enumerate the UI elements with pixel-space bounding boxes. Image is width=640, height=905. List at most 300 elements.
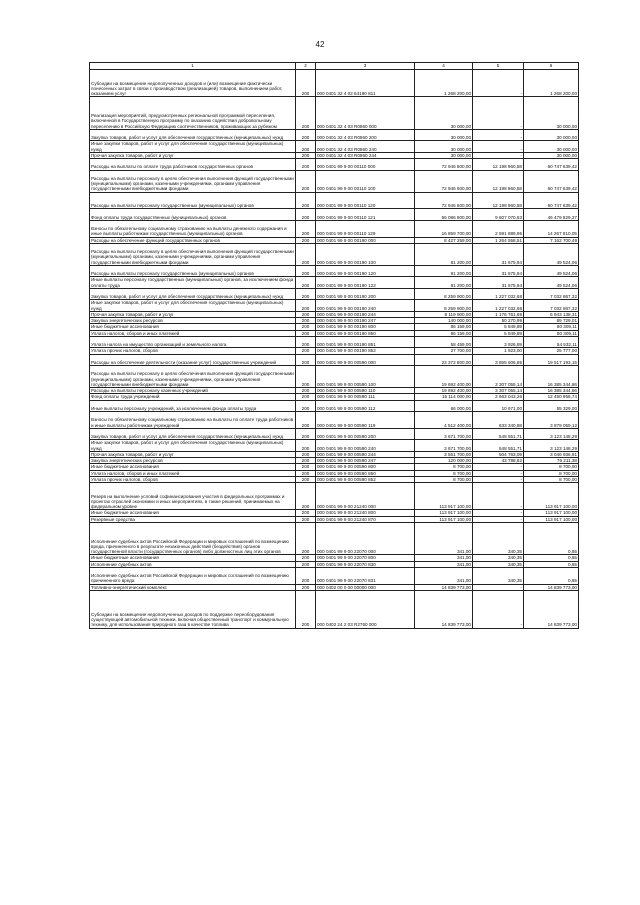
- row-name: Уплата налогов, сборов и иных платежей: [90, 330, 296, 336]
- row-name: Расходы на выплаты персоналу казенных учреждений: [90, 388, 296, 394]
- row-approved-amount: 72 946 600,00: [415, 170, 473, 192]
- row-executed-amount: 9 607 070,63: [473, 209, 524, 221]
- table-row: [90, 192, 579, 209]
- row-line-code: 200: [296, 209, 316, 221]
- table-row: [90, 70, 579, 97]
- row-approved-amount: 113 917 100,00: [415, 510, 473, 516]
- row-approved-amount: 113 917 100,00: [415, 483, 473, 510]
- row-budget-code: 000 0401 99 9 00 00590 000: [316, 354, 415, 366]
- row-line-code: 200: [296, 440, 316, 452]
- row-approved-amount: 8 119 900,00: [415, 311, 473, 317]
- row-executed-amount: -: [473, 584, 524, 590]
- row-line-code: 200: [296, 129, 316, 141]
- row-remaining-amount: 30 000,00: [524, 141, 579, 153]
- row-line-code: 200: [296, 458, 316, 464]
- row-name: Субсидии на возмещение недополученных доходов и (или) возмещение фактически понесенных затрат в связи с производством (реализацией) товаров, выполнением работ, оказанием услуг: [90, 70, 296, 97]
- row-remaining-amount: 3 879 059,12: [524, 412, 579, 429]
- row-name: Расходы на обеспечение деятельности (оказание услуг) государственных учреждений: [90, 354, 296, 366]
- row-executed-amount: 340,35: [473, 567, 524, 584]
- row-line-code: 200: [296, 394, 316, 400]
- table-row: [90, 522, 579, 555]
- row-line-code: 200: [296, 464, 316, 470]
- row-executed-amount: 1 923,00: [473, 348, 524, 354]
- row-budget-code: 000 0401 99 9 00 00190 120: [316, 265, 415, 277]
- row-executed-amount: 50 270,99: [473, 318, 524, 324]
- table-row: [90, 170, 579, 192]
- row-approved-amount: 4 512 400,00: [415, 412, 473, 429]
- row-line-code: 200: [296, 590, 316, 628]
- row-approved-amount: 30 000,00: [415, 141, 473, 153]
- table-row: [90, 366, 579, 388]
- row-budget-code: 000 0401 99 9 00 22070 831: [316, 567, 415, 584]
- row-line-code: 200: [296, 388, 316, 394]
- row-approved-amount: 8 700,00: [415, 464, 473, 470]
- row-remaining-amount: 7 032 867,32: [524, 300, 579, 312]
- row-name: Расходы на выплаты персоналу в целях обеспечения выполнения функций государственными (муниципальными) органами, казенными учреждениями, органами управления государственными внебюджетными фондами: [90, 243, 296, 265]
- table-row: [90, 141, 579, 153]
- row-approved-amount: 113 917 100,00: [415, 516, 473, 522]
- row-approved-amount: 72 946 600,00: [415, 192, 473, 209]
- row-line-code: 200: [296, 483, 316, 510]
- row-budget-code: 000 0401 99 9 00 00590 112: [316, 400, 415, 412]
- row-name: Иные бюджетные ассигнования: [90, 510, 296, 516]
- row-executed-amount: 633 340,88: [473, 412, 524, 429]
- row-line-code: 200: [296, 561, 316, 567]
- row-line-code: 200: [296, 412, 316, 429]
- table-row: [90, 288, 579, 300]
- row-approved-amount: 14 839 773,00: [415, 590, 473, 628]
- table-row: [90, 265, 579, 277]
- row-name: Расходы на выплаты персоналу государственных (муниципальных) органов: [90, 265, 296, 277]
- row-name: Иные выплаты персоналу государственных (муниципальных) органов, за исключением фонда оплаты труда: [90, 277, 296, 289]
- row-approved-amount: 341,00: [415, 522, 473, 555]
- row-executed-amount: 504 763,09: [473, 451, 524, 457]
- table-row: [90, 97, 579, 130]
- row-remaining-amount: 0,65: [524, 555, 579, 561]
- row-remaining-amount: 54 532,11: [524, 336, 579, 348]
- row-executed-amount: 340,35: [473, 561, 524, 567]
- row-budget-code: 000 0401 99 9 00 00110 129: [316, 220, 415, 237]
- row-line-code: 200: [296, 243, 316, 265]
- row-remaining-amount: 3 123 148,29: [524, 440, 579, 452]
- table-row: [90, 451, 579, 457]
- row-name: Уплата налога на имущество организаций и земельного налога: [90, 336, 296, 348]
- row-executed-amount: 340,35: [473, 555, 524, 561]
- table-row: [90, 220, 579, 237]
- row-line-code: 200: [296, 152, 316, 158]
- row-remaining-amount: 8 700,00: [524, 476, 579, 482]
- row-budget-code: 000 0401 99 9 00 00590 247: [316, 458, 415, 464]
- row-budget-code: 000 0401 99 9 00 00190 850: [316, 330, 415, 336]
- row-executed-amount: -: [473, 510, 524, 516]
- row-budget-code: 000 0401 99 9 00 00190 247: [316, 318, 415, 324]
- row-budget-code: 000 0401 99 9 00 00590 800: [316, 464, 415, 470]
- row-line-code: 200: [296, 510, 316, 516]
- row-name: Иные бюджетные ассигнования: [90, 324, 296, 330]
- table-row: [90, 318, 579, 324]
- row-remaining-amount: 49 524,06: [524, 277, 579, 289]
- row-line-code: 200: [296, 567, 316, 584]
- row-executed-amount: -: [473, 141, 524, 153]
- row-name: Закупка товаров, работ и услуг для обеспечения государственных (муниципальных) нужд: [90, 129, 296, 141]
- row-remaining-amount: 49 524,06: [524, 265, 579, 277]
- row-remaining-amount: 46 479 829,37: [524, 209, 579, 221]
- table-row: [90, 400, 579, 412]
- row-remaining-amount: 0,65: [524, 522, 579, 555]
- row-line-code: 200: [296, 555, 316, 561]
- row-line-code: 200: [296, 192, 316, 209]
- row-remaining-amount: 1 268 200,00: [524, 70, 579, 97]
- row-remaining-amount: 60 747 639,42: [524, 159, 579, 171]
- row-approved-amount: 66 000,00: [415, 400, 473, 412]
- row-executed-amount: 31 675,94: [473, 265, 524, 277]
- row-remaining-amount: 113 917 100,00: [524, 483, 579, 510]
- row-line-code: 200: [296, 354, 316, 366]
- row-approved-amount: 72 946 600,00: [415, 159, 473, 171]
- row-line-code: 200: [296, 348, 316, 354]
- row-remaining-amount: 14 267 810,05: [524, 220, 579, 237]
- row-name: Иные закупки товаров, работ и услуг для обеспечения государственных (муниципальных) нужд: [90, 300, 296, 312]
- row-approved-amount: 341,00: [415, 567, 473, 584]
- row-remaining-amount: 19 517 193,15: [524, 354, 579, 366]
- row-approved-amount: 3 671 700,00: [415, 428, 473, 440]
- row-executed-amount: 5 849,89: [473, 330, 524, 336]
- table-row: [90, 129, 579, 141]
- row-name: Исполнение судебных актов: [90, 561, 296, 567]
- row-executed-amount: 12 198 960,58: [473, 170, 524, 192]
- row-remaining-amount: 0,65: [524, 561, 579, 567]
- row-budget-code: 000 0401 99 9 00 00190 100: [316, 243, 415, 265]
- row-executed-amount: -: [473, 483, 524, 510]
- row-approved-amount: 8 259 900,00: [415, 288, 473, 300]
- row-approved-amount: 30 000,00: [415, 152, 473, 158]
- row-name: Расходы на выплаты персоналу в целях обеспечения выполнения функций государственными (муниципальными) органами, казенными учреждениями, органами управления государственными внебюджетными фондами: [90, 170, 296, 192]
- row-budget-code: 000 0401 32 4 02 64190 811: [316, 70, 415, 97]
- row-budget-code: 000 0401 99 9 00 00590 850: [316, 470, 415, 476]
- row-budget-code: 000 0401 99 9 00 00590 240: [316, 440, 415, 452]
- row-line-code: 200: [296, 70, 316, 97]
- row-approved-amount: 15 114 000,00: [415, 394, 473, 400]
- row-approved-amount: 8 259 900,00: [415, 300, 473, 312]
- row-name: Взносы по обязательному социальному страхованию на выплаты денежного содержания и иные выплаты работникам государственных (муниципальных) органов: [90, 220, 296, 237]
- row-name: Расходы на выплаты по оплате труда работников государственных органов: [90, 159, 296, 171]
- row-name: Закупка товаров, работ и услуг для обеспечения государственных (муниципальных) нужд: [90, 288, 296, 300]
- row-name: Закупка товаров, работ и услуг для обеспечения государственных (муниципальных) нужд: [90, 428, 296, 440]
- row-remaining-amount: 49 524,06: [524, 243, 579, 265]
- row-budget-code: 000 0401 99 9 00 00190 852: [316, 348, 415, 354]
- row-budget-code: 000 0401 32 4 03 R0860 244: [316, 152, 415, 158]
- row-remaining-amount: 14 839 773,00: [524, 590, 579, 628]
- row-name: Реализация мероприятий, предусмотренных региональной программой переселения, включенной в Государственную программу по оказанию содействия добровольному переселению в Российскую Федерацию соотечественников, проживающих за рубежом: [90, 97, 296, 130]
- row-remaining-amount: 8 700,00: [524, 470, 579, 476]
- column-number-6: 6: [524, 63, 579, 70]
- row-executed-amount: 5 849,89: [473, 324, 524, 330]
- row-remaining-amount: 30 000,00: [524, 152, 579, 158]
- row-budget-code: 000 0401 99 9 00 00590 110: [316, 388, 415, 394]
- row-name: Закупка энергетических ресурсов: [90, 458, 296, 464]
- row-executed-amount: -: [473, 464, 524, 470]
- row-remaining-amount: 6 943 138,31: [524, 311, 579, 317]
- row-executed-amount: 548 551,71: [473, 440, 524, 452]
- table-row: [90, 159, 579, 171]
- row-line-code: 200: [296, 97, 316, 130]
- row-executed-amount: 12 198 960,58: [473, 159, 524, 171]
- row-executed-amount: 12 198 960,58: [473, 192, 524, 209]
- row-approved-amount: 120 000,00: [415, 458, 473, 464]
- row-approved-amount: 140 000,00: [415, 318, 473, 324]
- row-approved-amount: 8 700,00: [415, 476, 473, 482]
- row-approved-amount: 341,00: [415, 555, 473, 561]
- row-remaining-amount: 60 747 639,42: [524, 170, 579, 192]
- row-line-code: 200: [296, 141, 316, 153]
- row-budget-code: 000 0401 99 9 00 00190 000: [316, 237, 415, 243]
- row-executed-amount: 31 675,94: [473, 243, 524, 265]
- row-name: Исполнение судебных актов Российской Федерации и мировых соглашений по возмещению вреда, причиненного в результате незаконных действий (бездействия) органов государственной власти (государственных органов) либо должностных лиц этих органов: [90, 522, 296, 555]
- row-approved-amount: 81 200,00: [415, 277, 473, 289]
- row-executed-amount: 3 926,89: [473, 336, 524, 348]
- table-row: [90, 243, 579, 265]
- row-name: Уплата прочих налогов, сборов: [90, 476, 296, 482]
- row-name: Субсидии на возмещение недополученных доходов по поддержке переоборудования существующей автомобильной техники, включая общественный транспорт и коммунальную технику, для использования природного газа в качестве топлива: [90, 590, 296, 628]
- row-line-code: 200: [296, 584, 316, 590]
- row-budget-code: 000 0401 99 9 00 22070 000: [316, 522, 415, 555]
- row-remaining-amount: 7 162 700,49: [524, 237, 579, 243]
- table-body: [90, 70, 579, 629]
- row-budget-code: 000 0401 99 9 00 00110 000: [316, 159, 415, 171]
- row-executed-amount: 1 264 558,51: [473, 237, 524, 243]
- row-executed-amount: 3 307 055,14: [473, 366, 524, 388]
- row-name: Закупка энергетических ресурсов: [90, 318, 296, 324]
- budget-execution-table: [89, 62, 579, 629]
- row-remaining-amount: 30 000,00: [524, 97, 579, 130]
- row-name: Прочая закупка товаров, работ и услуг: [90, 451, 296, 457]
- row-line-code: 200: [296, 277, 316, 289]
- row-budget-code: 000 0401 99 9 00 00590 852: [316, 476, 415, 482]
- row-remaining-amount: 60 747 639,42: [524, 192, 579, 209]
- row-name: Резерв на выполнение условий софинансирования участия в федеральных программах и проектах отраслей экономики и иных мероприятиях, в также решений, принимаемых на федеральном уровне: [90, 483, 296, 510]
- row-line-code: 200: [296, 476, 316, 482]
- row-line-code: 200: [296, 336, 316, 348]
- row-budget-code: 000 0401 99 9 00 00190 200: [316, 288, 415, 300]
- row-budget-code: 000 0401 32 4 03 R0860 240: [316, 141, 415, 153]
- row-remaining-amount: 3 123 148,29: [524, 428, 579, 440]
- column-number-3: 3: [316, 63, 415, 70]
- row-name: Расходы на выплаты персоналу в целях обеспечения выполнения функций государственными (муниципальными) органами, казенными учреждениями, органами управления государственными внебюджетными фондами: [90, 366, 296, 388]
- row-executed-amount: 43 788,62: [473, 458, 524, 464]
- row-executed-amount: -: [473, 516, 524, 522]
- row-approved-amount: 30 000,00: [415, 129, 473, 141]
- row-line-code: 200: [296, 300, 316, 312]
- row-remaining-amount: 3 046 936,91: [524, 451, 579, 457]
- row-remaining-amount: 80 309,11: [524, 324, 579, 330]
- row-line-code: 200: [296, 237, 316, 243]
- row-name: Исполнение судебных актов Российской Федерации и мировых соглашений по возмещению причиненного вреда: [90, 567, 296, 584]
- row-budget-code: 000 0401 99 9 00 00590 111: [316, 394, 415, 400]
- row-approved-amount: 1 268 200,00: [415, 70, 473, 97]
- row-budget-code: 000 0401 99 9 00 00190 244: [316, 311, 415, 317]
- row-name: Уплата налогов, сборов и иных платежей: [90, 470, 296, 476]
- row-budget-code: 000 0401 99 9 00 00590 119: [316, 412, 415, 429]
- row-remaining-amount: 25 777,00: [524, 348, 579, 354]
- row-name: Уплата прочих налогов, сборов: [90, 348, 296, 354]
- row-approved-amount: 81 200,00: [415, 265, 473, 277]
- row-budget-code: 000 0401 99 9 00 21240 800: [316, 510, 415, 516]
- column-number-header-row: [90, 63, 579, 70]
- table-row: [90, 590, 579, 628]
- table-row: [90, 300, 579, 312]
- row-approved-amount: 81 200,00: [415, 243, 473, 265]
- row-line-code: 200: [296, 324, 316, 330]
- row-executed-amount: -: [473, 70, 524, 97]
- row-remaining-amount: 14 839 773,00: [524, 584, 579, 590]
- row-executed-amount: 2 591 889,95: [473, 220, 524, 237]
- row-executed-amount: -: [473, 129, 524, 141]
- row-line-code: 200: [296, 311, 316, 317]
- row-approved-amount: 58 459,00: [415, 336, 473, 348]
- row-executed-amount: 10 671,00: [473, 400, 524, 412]
- table-row: [90, 311, 579, 317]
- row-line-code: 200: [296, 318, 316, 324]
- row-remaining-amount: 12 450 956,74: [524, 394, 579, 400]
- row-budget-code: 000 0401 32 4 03 R0860 200: [316, 129, 415, 141]
- row-remaining-amount: 30 000,00: [524, 129, 579, 141]
- row-approved-amount: 3 671 700,00: [415, 440, 473, 452]
- row-remaining-amount: 16 385 344,86: [524, 388, 579, 394]
- table-row: [90, 354, 579, 366]
- row-remaining-amount: 80 309,11: [524, 330, 579, 336]
- row-executed-amount: 2 663 043,26: [473, 394, 524, 400]
- column-number-4: 4: [415, 63, 473, 70]
- row-budget-code: 000 0401 99 9 00 00190 122: [316, 277, 415, 289]
- row-approved-amount: 8 700,00: [415, 470, 473, 476]
- row-executed-amount: 3 855 606,85: [473, 354, 524, 366]
- row-line-code: 200: [296, 522, 316, 555]
- row-approved-amount: 19 692 400,00: [415, 366, 473, 388]
- column-number-5: 5: [473, 63, 524, 70]
- table-row: [90, 330, 579, 336]
- row-approved-amount: 30 000,00: [415, 97, 473, 130]
- row-executed-amount: 340,35: [473, 522, 524, 555]
- row-approved-amount: 56 086 900,00: [415, 209, 473, 221]
- row-remaining-amount: 0,65: [524, 567, 579, 584]
- row-budget-code: 000 0401 99 9 00 00190 240: [316, 300, 415, 312]
- table-row: [90, 567, 579, 584]
- row-budget-code: 000 0401 99 9 00 00190 851: [316, 336, 415, 348]
- row-name: Прочая закупка товаров, работ и услуг: [90, 311, 296, 317]
- row-approved-amount: 23 372 800,00: [415, 354, 473, 366]
- row-name: Иные закупки товаров, работ и услуг для обеспечения государственных (муниципальных) нужд: [90, 141, 296, 153]
- row-budget-code: 000 0401 99 9 00 00110 100: [316, 170, 415, 192]
- row-line-code: 200: [296, 330, 316, 336]
- row-budget-code: 000 0402 00 0 00 00000 000: [316, 584, 415, 590]
- row-executed-amount: 548 551,71: [473, 428, 524, 440]
- row-remaining-amount: 8 700,00: [524, 464, 579, 470]
- table-row: [90, 237, 579, 243]
- row-budget-code: 000 0401 99 9 00 22070 800: [316, 555, 415, 561]
- row-approved-amount: 86 159,00: [415, 330, 473, 336]
- row-name: Прочая закупка товаров, работ и услуг: [90, 152, 296, 158]
- row-name: Расходы на обеспечение функций государственных органов: [90, 237, 296, 243]
- row-name: Взносы по обязательному социальному страхованию на выплаты по оплате труда работников и иные выплаты работникам учреждений: [90, 412, 296, 429]
- row-budget-code: 000 0401 99 9 00 22070 830: [316, 561, 415, 567]
- column-number-1: 1: [90, 63, 296, 70]
- row-approved-amount: 341,00: [415, 561, 473, 567]
- row-line-code: 200: [296, 470, 316, 476]
- row-name: Расходы на выплаты персоналу государственных (муниципальных) органов: [90, 192, 296, 209]
- row-budget-code: 000 0401 99 9 00 21240 870: [316, 516, 415, 522]
- row-budget-code: 000 0402 24 2 03 R2760 000: [316, 590, 415, 628]
- table-row: [90, 412, 579, 429]
- table-row: [90, 483, 579, 510]
- row-budget-code: 000 0401 99 9 00 21240 000: [316, 483, 415, 510]
- row-executed-amount: -: [473, 470, 524, 476]
- row-line-code: 200: [296, 265, 316, 277]
- row-budget-code: 000 0401 99 9 00 00590 100: [316, 366, 415, 388]
- row-executed-amount: -: [473, 476, 524, 482]
- row-executed-amount: -: [473, 97, 524, 130]
- row-remaining-amount: 16 385 344,86: [524, 366, 579, 388]
- row-line-code: 200: [296, 516, 316, 522]
- row-name: Фонд оплаты труда учреждений: [90, 394, 296, 400]
- row-approved-amount: 14 839 773,00: [415, 584, 473, 590]
- row-remaining-amount: 55 329,00: [524, 400, 579, 412]
- row-budget-code: 000 0401 99 9 00 00590 244: [316, 451, 415, 457]
- row-approved-amount: 27 700,00: [415, 348, 473, 354]
- table-row: [90, 336, 579, 348]
- table-row: [90, 209, 579, 221]
- row-name: Иные закупки товаров, работ и услуг для обеспечения государственных (муниципальных) нужд: [90, 440, 296, 452]
- row-name: Фонд оплаты труда государственных (муниципальных) органов: [90, 209, 296, 221]
- table-row: [90, 440, 579, 452]
- row-executed-amount: -: [473, 152, 524, 158]
- row-name: Иные выплаты персоналу учреждений, за исключением фонда оплаты труда: [90, 400, 296, 412]
- row-line-code: 200: [296, 170, 316, 192]
- table-row: [90, 388, 579, 394]
- row-budget-code: 000 0401 99 9 00 00110 121: [316, 209, 415, 221]
- row-name: Иные бюджетные ассигнования: [90, 555, 296, 561]
- row-executed-amount: 3 307 055,14: [473, 388, 524, 394]
- table-row: [90, 277, 579, 289]
- row-line-code: 200: [296, 366, 316, 388]
- row-approved-amount: 8 427 259,00: [415, 237, 473, 243]
- row-executed-amount: 1 227 032,68: [473, 288, 524, 300]
- row-name: Топливно-энергетический комплекс: [90, 584, 296, 590]
- row-remaining-amount: 113 917 100,00: [524, 510, 579, 516]
- row-line-code: 200: [296, 288, 316, 300]
- row-line-code: 200: [296, 220, 316, 237]
- row-executed-amount: 1 227 032,68: [473, 300, 524, 312]
- page-number: 42: [315, 40, 325, 49]
- column-number-2: 2: [296, 63, 316, 70]
- row-executed-amount: 1 176 761,69: [473, 311, 524, 317]
- row-line-code: 200: [296, 159, 316, 171]
- row-remaining-amount: 113 917 100,00: [524, 516, 579, 522]
- row-budget-code: 000 0401 99 9 00 00190 800: [316, 324, 415, 330]
- row-approved-amount: 16 859 700,00: [415, 220, 473, 237]
- row-executed-amount: 31 675,94: [473, 277, 524, 289]
- row-remaining-amount: 7 032 867,32: [524, 288, 579, 300]
- row-budget-code: 000 0401 99 9 00 00590 200: [316, 428, 415, 440]
- row-remaining-amount: 89 729,01: [524, 318, 579, 324]
- row-approved-amount: 3 551 700,00: [415, 451, 473, 457]
- table-row: [90, 458, 579, 464]
- row-budget-code: 000 0401 99 9 00 00110 120: [316, 192, 415, 209]
- row-approved-amount: 86 159,00: [415, 324, 473, 330]
- row-executed-amount: -: [473, 590, 524, 628]
- row-remaining-amount: 76 211,38: [524, 458, 579, 464]
- row-line-code: 200: [296, 400, 316, 412]
- row-name: Резервные средства: [90, 516, 296, 522]
